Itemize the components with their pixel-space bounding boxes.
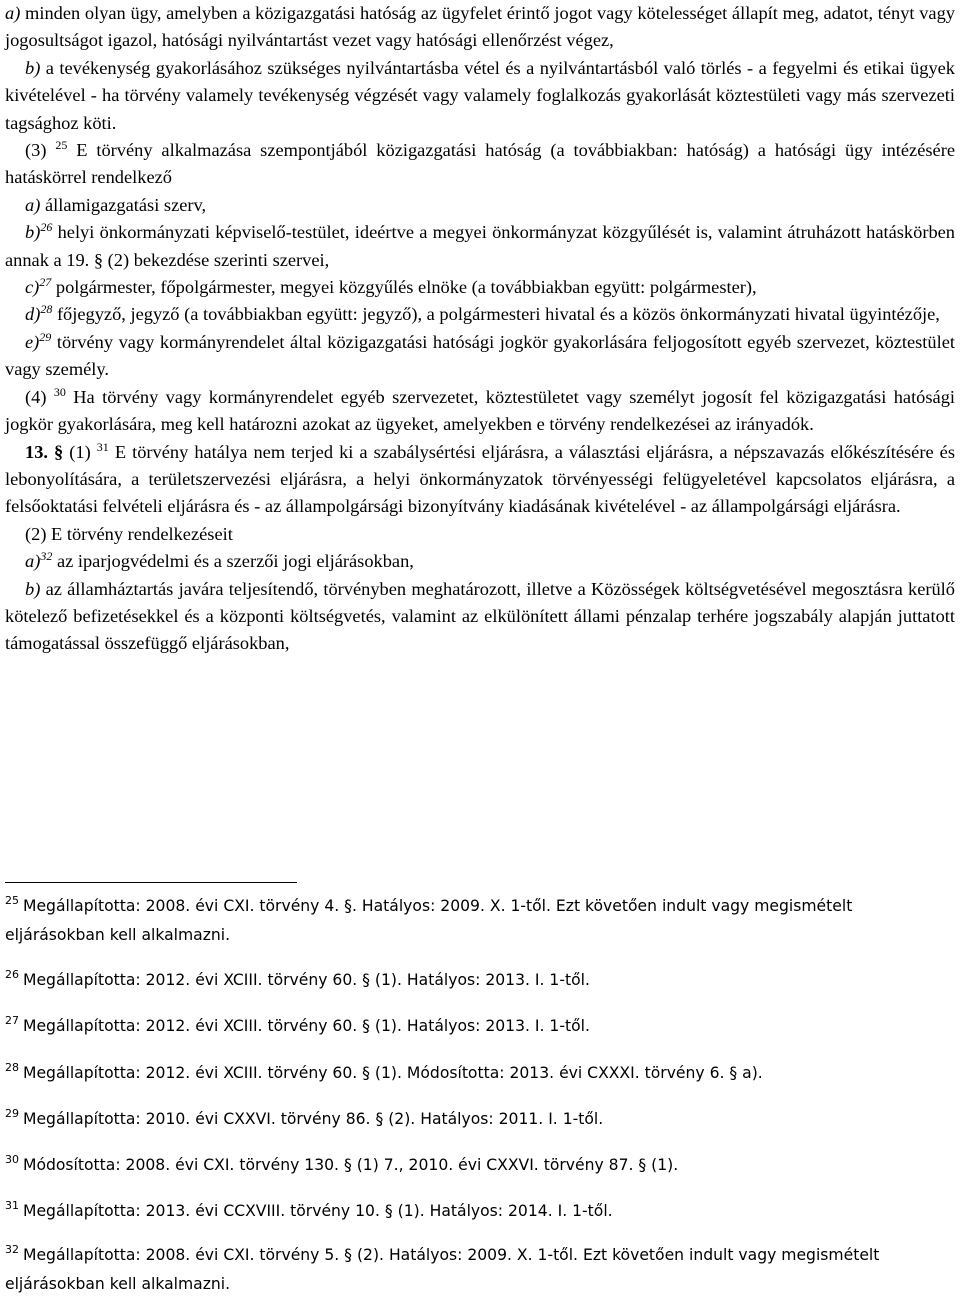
- paragraph-3: [5, 137, 955, 192]
- paragraph-6: [5, 274, 955, 301]
- footnote-separator: [5, 882, 297, 883]
- footnote-ref[interactable]: 30: [53, 384, 66, 399]
- subsection-number: (1): [69, 441, 91, 462]
- footnote-number: 27: [5, 1014, 19, 1027]
- footnote-25: [5, 892, 955, 950]
- footnote-29: [5, 1105, 955, 1134]
- footnote-32: [5, 1241, 955, 1299]
- paragraph-text: törvény vagy kormányrendelet által közigazgatási hatósági jogkör gyakorlására feljogosított egyéb szervezet, köztestület vagy személy.: [5, 331, 955, 380]
- paragraph-text: (2) E törvény rendelkezéseit: [25, 523, 233, 544]
- footnote-ref[interactable]: 27: [39, 275, 52, 290]
- paragraph-text: a tevékenység gyakorlásához szükséges nyilvántartásba vétel és a nyilvántartásból való törlés - a fegyelmi és etikai ügyek kivételével - ha törvény valamely tevékenység végzését vagy valamely foglalkozás gyakorlását köztestületi vagy más szervezeti tagsághoz köti.: [5, 57, 955, 133]
- paragraph-text: Ha törvény vagy kormányrendelet egyéb szervezetet, köztestületet vagy személyt jogosít fel közigazgatási hatósági jogkör gyakorlására, meg kell határozni azokat az ügyeket, amelyekben e törvény rendelkezései az irányadók.: [5, 386, 955, 435]
- item-label: d): [25, 304, 41, 325]
- paragraph-4: [5, 192, 955, 219]
- footnote-ref[interactable]: 26: [40, 220, 53, 235]
- document-body: [5, 0, 955, 658]
- footnote-text: Megállapította: 2012. évi XCIII. törvény 60. § (1). Módosította: 2013. évi CXXXI. törvény 6. § a).: [23, 1064, 763, 1082]
- footnote-number: 28: [5, 1061, 19, 1074]
- footnote-28: [5, 1059, 955, 1088]
- paragraph-text: polgármester, főpolgármester, megyei közgyűlés elnöke (a továbbiakban együtt: polgármester),: [55, 277, 757, 298]
- footnote-30: [5, 1151, 955, 1180]
- paragraph-5: [5, 219, 955, 274]
- paragraph-1: [5, 0, 955, 55]
- footnote-ref[interactable]: 31: [96, 439, 109, 454]
- footnote-number: 29: [5, 1107, 19, 1120]
- paragraph-text: államigazgatási szerv,: [44, 194, 207, 215]
- footnote-text: Megállapította: 2012. évi XCIII. törvény 60. § (1). Hatályos: 2013. I. 1-től.: [23, 971, 590, 989]
- footnote-text: Megállapította: 2010. évi CXXVI. törvény 86. § (2). Hatályos: 2011. I. 1-től.: [23, 1110, 604, 1128]
- item-label: e): [25, 331, 40, 352]
- item-label: a): [5, 3, 21, 23]
- paragraph-text: minden olyan ügy, amelyben a közigazgatási hatóság az ügyfelet érintő jogot vagy kötelességet állapít meg, adatot, tényt vagy jogosultságot igazol, hatósági nyilvántartást vezet vagy hatósági ellenőrzést végez,: [5, 3, 955, 51]
- footnote-text: Megállapította: 2013. évi CCXVIII. törvény 10. § (1). Hatályos: 2014. I. 1-től.: [23, 1202, 613, 1220]
- footnote-ref[interactable]: 29: [39, 329, 52, 344]
- footnote-text: Módosította: 2008. évi CXI. törvény 130. § (1) 7., 2010. évi CXXVI. törvény 87. § (1).: [23, 1156, 679, 1174]
- paragraph-text: helyi önkormányzati képviselő-testület, ideértve a megyei önkormányzat közgyűlését is, valamint átruházott hatáskörben annak a 19. § (2) bekezdése szerinti szervei,: [5, 222, 955, 270]
- footnote-text: Megállapította: 2012. évi XCIII. törvény 60. § (1). Hatályos: 2013. I. 1-től.: [23, 1017, 590, 1035]
- paragraph-13: [5, 576, 955, 658]
- item-label: c): [25, 277, 40, 298]
- paragraph-text: E törvény hatálya nem terjed ki a szabálysértési eljárásra, a választási eljárásra, a népszavazás előkészítésére és lebonyolítására, a területszervezési eljárásra, a helyi önkormányzatok törvényességi felügyeletével kapcsolatos eljárásra, a felsőoktatási felvételi eljárásra és - az állampolgársági bizonyítvány kiadásának kivételével - az állampolgársági eljárásra.: [5, 441, 955, 517]
- paragraph-2: [5, 55, 955, 137]
- footnote-27: [5, 1012, 955, 1041]
- footnote-31: [5, 1197, 955, 1226]
- footnote-number: 26: [5, 968, 19, 981]
- paragraph-8: [5, 329, 955, 384]
- subsection-number: (4): [25, 386, 47, 407]
- footnote-number: 32: [5, 1243, 19, 1256]
- item-label: a): [25, 551, 41, 572]
- footnote-ref[interactable]: 28: [40, 302, 53, 317]
- paragraph-text: E törvény alkalmazása szempontjából közigazgatási hatóság (a továbbiakban: hatóság) a hatósági ügy intézésére hatáskörrel rendelkező: [5, 140, 955, 188]
- footnote-text: Megállapította: 2008. évi CXI. törvény 5. § (2). Hatályos: 2009. X. 1-től. Ezt követően indult vagy megismételt eljárásokban kell alkalmazni.: [5, 1246, 880, 1293]
- paragraph-12: [5, 548, 955, 575]
- paragraph-text: az iparjogvédelmi és a szerzői jogi eljárásokban,: [56, 551, 414, 572]
- footnote-number: 25: [5, 894, 19, 907]
- paragraph-7: [5, 301, 955, 328]
- paragraph-text: az államháztartás javára teljesítendő, törvényben meghatározott, illetve a Közösségek költségvetésével megosztásra kerülő kötelező befizetésekkel és a központi költségvetés, valamint az elkülönített állami pénzalap terhére jogszabály alapján juttatott támogatással összefüggő eljárásokban,: [5, 578, 955, 654]
- paragraph-9: [5, 384, 955, 439]
- footnote-text: Megállapította: 2008. évi CXI. törvény 4. §. Hatályos: 2009. X. 1-től. Ezt követően indult vagy megismételt eljárásokban kell alkalmazni.: [5, 897, 853, 944]
- section-number: 13. §: [25, 441, 64, 462]
- item-label: a): [25, 194, 41, 215]
- footnote-number: 31: [5, 1199, 19, 1212]
- item-label: b): [25, 578, 41, 599]
- footnote-ref[interactable]: 32: [40, 549, 53, 564]
- subsection-number: (3): [25, 140, 47, 161]
- footnote-ref[interactable]: 25: [55, 138, 68, 153]
- footnote-number: 30: [5, 1153, 19, 1166]
- paragraph-10: [5, 439, 955, 521]
- item-label: b): [25, 57, 41, 78]
- item-label: b): [25, 222, 41, 243]
- paragraph-text: főjegyző, jegyző (a továbbiakban együtt: jegyző), a polgármesteri hivatal és a közös önkormányzati hivatal ügyintézője,: [56, 304, 940, 325]
- footnote-26: [5, 966, 955, 995]
- paragraph-11: [5, 521, 955, 548]
